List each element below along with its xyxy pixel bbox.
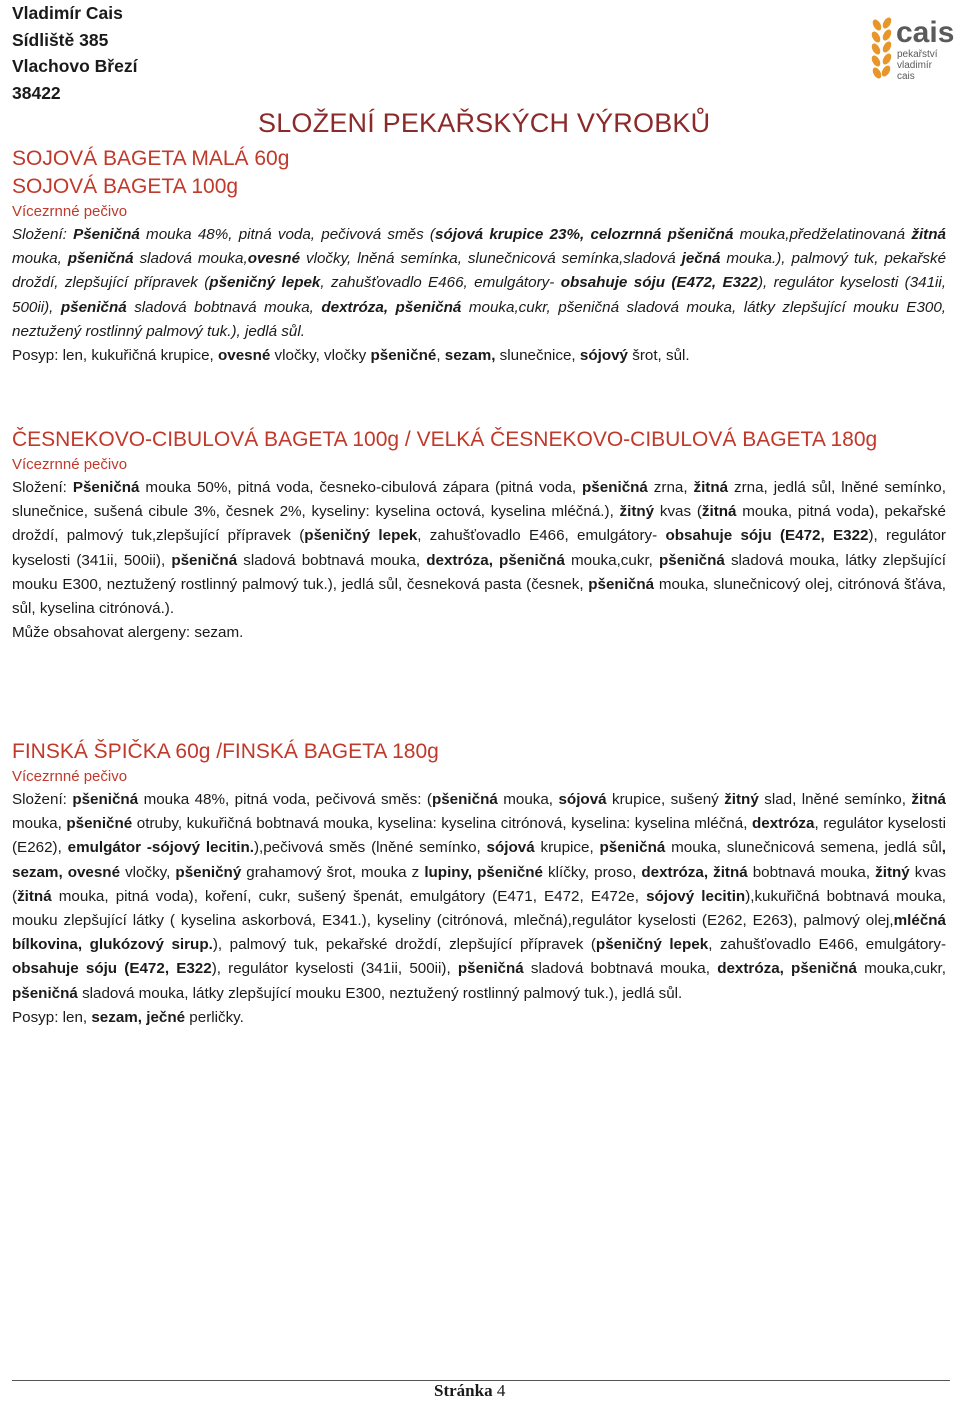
allergen-note	[12, 621, 946, 645]
ingredient-text: krupice, sušený	[606, 791, 725, 808]
page-number	[434, 1380, 505, 1402]
ingredients-paragraph	[12, 223, 946, 344]
allergen-text: sezam, ječné	[91, 1008, 186, 1026]
logo-word: cais	[896, 16, 955, 49]
allergen-text: pšeničný lepek	[595, 936, 709, 954]
allergen-text: pšeničná	[60, 298, 127, 316]
allergen-text: pšeničná	[72, 791, 139, 808]
product-name: FINSKÁ ŠPIČKA 60g /FINSKÁ BAGETA 180g	[12, 740, 439, 763]
ingredient-text: ), regulátor kyselosti (341ii, 500ii),	[12, 527, 946, 569]
ingredient-text: mouka 50%, pitná voda, česneko-cibulová zápara (pitná voda,	[139, 479, 583, 496]
ingredient-text: vločky, lněná semínka, slunečnicová semínka,sladová	[300, 250, 682, 268]
product-category: Vícezrnné pečivo	[12, 456, 128, 473]
address-line: Vladimír Cais	[12, 3, 123, 23]
allergen-text: žitná	[701, 503, 737, 521]
allergen-text: pšeničný lepek	[304, 527, 418, 545]
allergen-text: pšeničná	[457, 960, 524, 978]
allergen-text: pšeničná	[12, 984, 78, 1002]
product-category: Vícezrnné pečivo	[12, 203, 128, 220]
allergen-text: sójová	[486, 839, 535, 857]
allergen-text: pšeničná	[431, 791, 498, 808]
page-label: Stránka	[434, 1381, 493, 1400]
ingredient-text: ), palmový tuk, pekařské droždí, zlepšující přípravek (	[212, 936, 596, 954]
ingredient-text: slunečnice,	[495, 347, 580, 365]
allergen-text: sójový lecitin	[646, 887, 746, 905]
ingredient-text: mouka 48%, pitná voda, pečivová směs (	[139, 226, 435, 243]
ingredient-text: šrot, sůl.	[628, 347, 690, 365]
ingredient-text: mouka,	[12, 815, 67, 833]
ingredient-text: mouka, slunečnicový olej, citrónová šťáva, sůl, kyselina citrónová.).	[12, 575, 946, 618]
ingredient-text: zrna, jedlá sůl, lněné semínko, slunečnice, sušená cibule 3%, česnek 2%, kyseliny: kyselina octová, kyselina mléčná.),	[12, 479, 946, 521]
ingredient-text: krupice,	[534, 839, 600, 857]
ingredient-text: mouka,	[12, 250, 68, 268]
allergen-text: Pšeničná	[73, 226, 140, 243]
allergen-text: sójová	[558, 791, 607, 808]
ingredient-text: mouka,cukr, pšeničná sladová mouka, látky zlepšující mouku E300, neztužený rostlinný palmový tuk.), jedlá sůl.	[12, 298, 946, 340]
product-name: SOJOVÁ BAGETA 100g	[12, 175, 239, 198]
ingredient-text: , zahušťovadlo E466, emulgátory-	[417, 527, 666, 545]
topping-paragraph	[12, 344, 946, 368]
allergen-text: obsahuje sóju (E472, E322	[12, 960, 212, 978]
product-name: SOJOVÁ BAGETA MALÁ 60g	[12, 147, 290, 170]
allergen-text: pšeničná	[67, 250, 134, 268]
allergen-text: ječná	[681, 250, 721, 268]
allergen-text: žitný	[619, 503, 655, 521]
allergen-text: dextróza, žitná	[641, 863, 748, 881]
ingredient-text: , zahušťovadlo E466, emulgátory-	[708, 936, 946, 954]
allergen-text: žitná	[911, 791, 946, 808]
page-value: 4	[496, 1381, 506, 1400]
ingredient-text: mouka 48%, pitná voda, pečivová směs: (	[138, 791, 432, 808]
allergen-text: dextróza	[752, 815, 815, 833]
ingredient-text: mouka,	[497, 791, 559, 808]
address-line: Sídliště 385	[12, 29, 109, 50]
ingredient-text: vločky, vločky	[270, 347, 371, 365]
sender-address	[12, 0, 137, 106]
product-section	[12, 145, 946, 368]
allergen-text: žitný	[875, 863, 910, 881]
ingredient-text: mouka, slunečnicová semena, jedlá sůl	[665, 839, 942, 857]
allergen-text: , sezam, ovesné	[12, 839, 946, 881]
ingredient-text: mouka,předželatinovaná	[733, 226, 912, 243]
allergen-text: sójová krupice 23%, celozrnná pšeničná	[435, 226, 734, 243]
ingredient-text: ), regulátor kyselosti (341ii, 500ii),	[211, 960, 458, 978]
ingredient-text: sladová bobtnavá mouka,	[126, 298, 322, 316]
ingredient-text: Složení:	[12, 226, 74, 243]
ingredient-text: sladová bobtnavá mouka,	[237, 551, 427, 569]
topping-paragraph	[12, 1006, 946, 1030]
ingredient-text: ),pečivová směs (lněné semínko,	[253, 839, 487, 857]
allergen-text: Pšeničná	[72, 479, 140, 496]
product-section	[12, 738, 946, 1030]
ingredient-text: Složení:	[12, 479, 73, 496]
ingredient-text: kvas (	[12, 863, 946, 905]
allergen-text: obsahuje sóju (E472, E322	[560, 274, 758, 292]
ingredient-text: mouka.), palmový tuk, pekařské droždí, zlepšující přípravek (	[12, 250, 947, 292]
allergen-text: žitná	[17, 887, 52, 905]
ingredient-text: mouka, pitná voda), pekařské droždí, palmový tuk,zlepšující přípravek (	[12, 503, 946, 545]
allergen-text: žitný	[724, 791, 759, 808]
ingredient-text: otruby, kukuřičná bobtnavá mouka, kyselina: kyselina citrónová, kyselina: kyselina mléčná,	[132, 815, 752, 833]
ingredient-text: ,	[436, 347, 445, 365]
ingredient-text: Složení:	[12, 791, 73, 808]
document-title: SLOŽENÍ PEKAŘSKÝCH VÝROBKŮ	[258, 108, 711, 138]
allergen-text: dextróza, pšeničná	[426, 551, 565, 569]
ingredient-text: grahamový šrot, mouka z	[241, 863, 425, 881]
logo-line: cais	[897, 71, 915, 82]
product-section	[12, 426, 946, 645]
ingredient-text: slad, lněné semínko,	[758, 791, 912, 808]
ingredient-text: ),kukuřičná bobtnavá mouka, mouku zlepšující látky ( kyselina askorbová, E341.), kyseliny (citrónová, mlečná),regulátor kyselosti (E262, E263), palmový olej,	[12, 887, 946, 930]
ingredient-text: Posyp: len, kukuřičná krupice,	[12, 347, 218, 365]
allergen-text: pšeničné	[66, 815, 133, 833]
ingredient-text: zrna,	[647, 479, 694, 496]
ingredients-paragraph	[12, 788, 946, 1006]
allergen-text: žitná	[693, 479, 729, 496]
ingredient-text: vločky,	[120, 863, 176, 881]
ingredient-text: sladová mouka, látky zlepšující mouku E300, neztužený rostlinný palmový tuk.), jedlá sůl.	[77, 984, 683, 1002]
ingredient-text: Může obsahovat alergeny: sezam.	[12, 624, 244, 642]
logo-line: pekařství	[897, 49, 938, 60]
ingredient-text: klíčky, proso,	[543, 863, 642, 881]
allergen-text: pšeničná	[171, 551, 238, 569]
ingredient-text: ), regulátor kyselosti (341ii, 500ii),	[12, 274, 947, 316]
allergen-text: pšeničný	[175, 863, 242, 881]
ingredient-text: mouka, pitná voda), koření, cukr, sušený špenát, emulgátory (E471, E472, E472e,	[51, 887, 647, 905]
allergen-text: žitná	[911, 226, 946, 243]
allergen-text: dextróza, pšeničná	[717, 960, 857, 978]
allergen-text: obsahuje sóju (E472, E322	[665, 527, 869, 545]
allergen-text: pšeničná	[599, 839, 666, 857]
allergen-text: pšeničná	[582, 479, 648, 496]
allergen-text: pšeničná	[659, 551, 725, 569]
ingredient-text: Posyp: len,	[12, 1008, 92, 1026]
product-name: ČESNEKOVO-CIBULOVÁ BAGETA 100g / VELKÁ ČESNEKOVO-CIBULOVÁ BAGETA 180g	[12, 428, 878, 451]
allergen-text: pšeničné	[370, 347, 437, 365]
ingredient-text: perličky.	[185, 1008, 244, 1026]
allergen-text: sójový	[579, 347, 628, 365]
allergen-text: emulgátor -sójový lecitin.	[67, 839, 254, 857]
allergen-text: ovesné	[217, 347, 271, 365]
allergen-text: dextróza, pšeničná	[321, 298, 462, 316]
address-line: Vlachovo Březí	[12, 56, 138, 76]
allergen-text: ovesné	[247, 250, 301, 268]
ingredient-text: sladová mouka,	[133, 250, 248, 268]
ingredient-text: mouka,cukr,	[564, 551, 659, 569]
allergen-text: sezam,	[444, 347, 496, 365]
allergen-text: pšeničná	[588, 575, 655, 593]
ingredients-paragraph	[12, 476, 946, 621]
product-category: Vícezrnné pečivo	[12, 768, 128, 785]
logo-line: vladimír	[897, 60, 933, 71]
company-logo	[866, 14, 958, 94]
ingredient-text: mouka,cukr,	[856, 960, 946, 978]
allergen-text: lupiny, pšeničné	[424, 863, 543, 881]
ingredient-text: sladová bobtnavá mouka,	[523, 960, 718, 978]
ingredient-text: kvas (	[654, 503, 702, 521]
ingredient-text: bobtnavá mouka,	[747, 863, 876, 881]
ingredient-text: , zahušťovadlo E466, emulgátory-	[320, 274, 561, 292]
wheat-icon	[866, 14, 958, 94]
allergen-text: mléčná bílkovina, glukózový sirup.	[12, 912, 946, 954]
allergen-text: pšeničný lepek	[209, 274, 321, 292]
ingredient-text: sladová mouka, látky zlepšující mouku E300, neztužený rostlinný palmový tuk.), jedlá sůl, česneková pasta (česnek,	[12, 551, 946, 593]
address-line: 38422	[12, 82, 61, 103]
ingredient-text: , regulátor kyselosti (E262),	[12, 815, 946, 857]
